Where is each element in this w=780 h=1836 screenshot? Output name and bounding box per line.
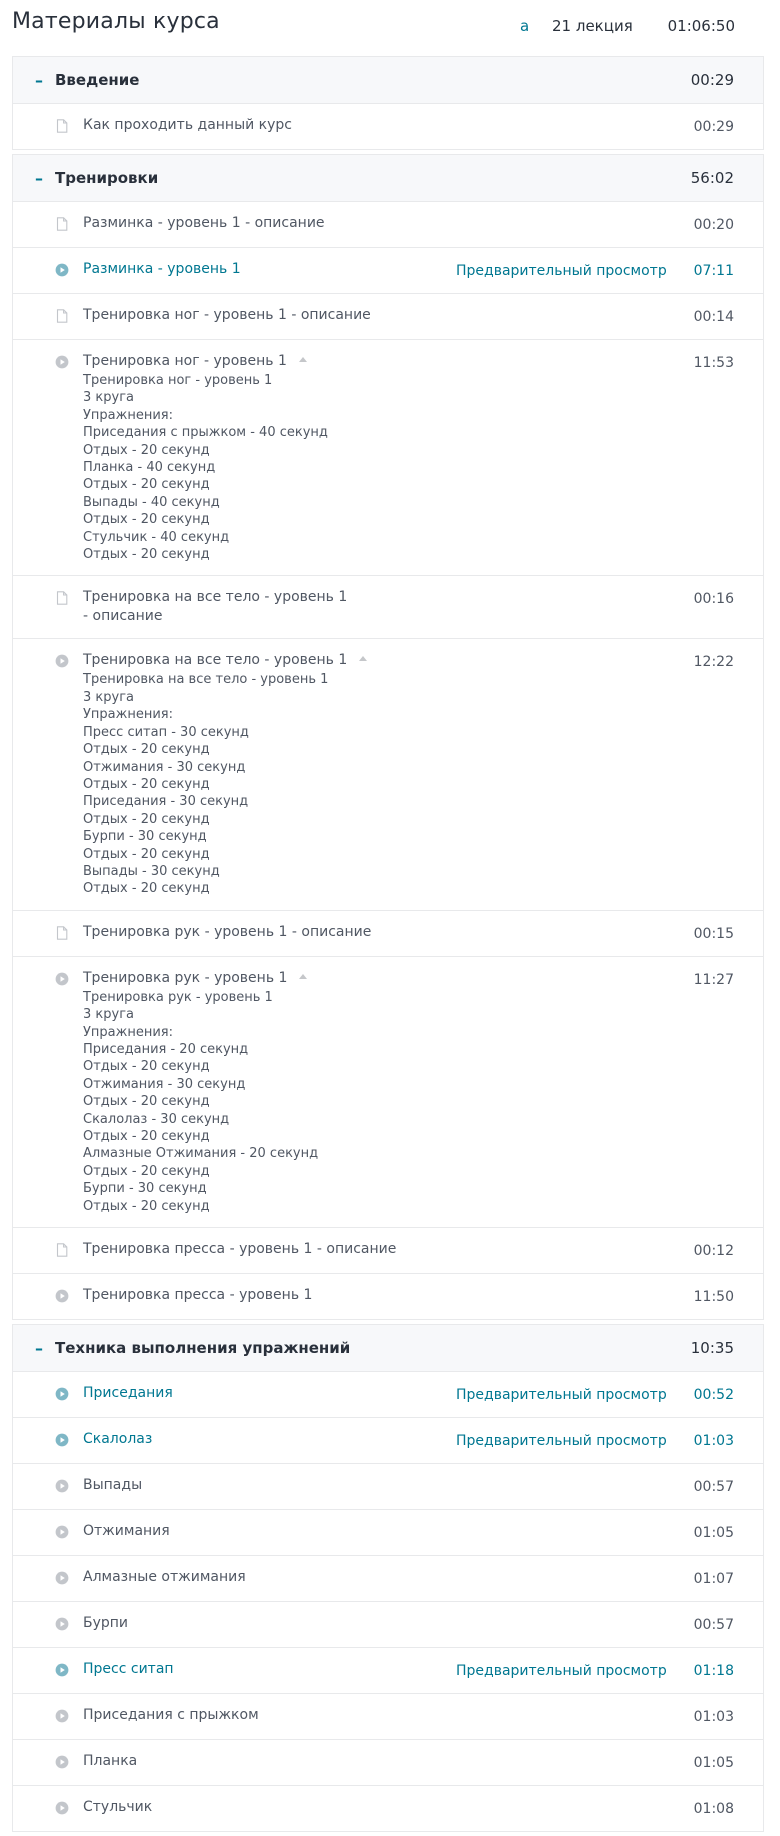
- play-icon: [55, 654, 69, 668]
- play-icon: [55, 1479, 69, 1493]
- lecture-duration: 01:03: [693, 1433, 734, 1450]
- lecture-item[interactable]: [13, 340, 763, 576]
- section-duration: 56:02: [690, 169, 734, 187]
- description-line: Отдых - 20 секунд: [83, 1059, 210, 1075]
- lecture-duration: 00:16: [693, 591, 734, 608]
- lecture-duration: 00:57: [693, 1617, 734, 1634]
- description-line: Отдых - 20 секунд: [83, 776, 210, 792]
- lecture-item[interactable]: [13, 1694, 763, 1740]
- course-section: [12, 56, 764, 150]
- play-icon: [55, 1433, 69, 1447]
- description-line: Упражнения:: [83, 1024, 173, 1040]
- section-title: Техника выполнения упражнений: [55, 1339, 351, 1358]
- lecture-duration: 11:50: [693, 1289, 734, 1306]
- description-line: Отдых - 20 секунд: [83, 477, 210, 493]
- description-line: Бурпи - 30 секунд: [83, 1181, 207, 1197]
- course-sections: [12, 56, 764, 1836]
- lecture-item[interactable]: [13, 911, 763, 957]
- lecture-item[interactable]: [13, 1510, 763, 1556]
- description-line: Выпады - 40 секунд: [83, 494, 220, 510]
- description-line: Выпады - 30 секунд: [83, 863, 220, 879]
- lecture-body: [83, 1522, 688, 1541]
- lecture-duration: 07:11: [693, 263, 734, 279]
- lecture-duration: 01:05: [693, 1755, 734, 1772]
- collapse-toggle-icon[interactable]: –: [35, 1338, 43, 1358]
- description-line: Отдых - 20 секунд: [83, 547, 210, 563]
- lecture-body: [83, 923, 688, 942]
- description-line: Отдых - 20 секунд: [83, 442, 210, 458]
- section-title: Тренировки: [55, 169, 159, 187]
- lecture-title: Тренировка пресса - уровень 1 - описание: [83, 1241, 397, 1258]
- lecture-body: [83, 1568, 688, 1587]
- lecture-item[interactable]: [13, 1648, 763, 1694]
- section-header[interactable]: [13, 155, 763, 202]
- lecture-title: Тренировка рук - уровень 1 - описание: [83, 923, 372, 940]
- lecture-title: Тренировка ног - уровень 1 - описание: [83, 307, 371, 323]
- lecture-title[interactable]: Пресс ситап: [83, 1661, 174, 1678]
- course-section: [12, 154, 764, 1320]
- lecture-body: [83, 1240, 688, 1259]
- description-line: Приседания - 20 секунд: [83, 1041, 249, 1057]
- lecture-body: [83, 651, 688, 897]
- page-title: Материалы курса: [12, 9, 220, 34]
- description-line: Алмазные Отжимания - 20 секунд: [83, 1146, 319, 1162]
- preview-link[interactable]: Предварительный просмотр: [456, 1663, 667, 1680]
- description-line: Приседания с прыжком - 40 секунд: [83, 425, 328, 441]
- collapse-description-icon[interactable]: [299, 357, 307, 362]
- lecture-body: [83, 1660, 456, 1679]
- lecture-item[interactable]: [13, 1740, 763, 1786]
- lecture-duration: 01:05: [693, 1525, 734, 1542]
- preview-link[interactable]: Предварительный просмотр: [456, 1433, 667, 1450]
- document-icon: [55, 591, 69, 605]
- play-icon: [55, 1755, 69, 1769]
- lecture-count: 21 лекция: [552, 17, 633, 35]
- description-line: Отжимания - 30 секунд: [83, 1076, 246, 1092]
- document-icon: [55, 1243, 69, 1257]
- play-icon: [55, 1525, 69, 1539]
- lecture-item[interactable]: [13, 576, 763, 639]
- lecture-duration: 12:22: [693, 654, 734, 671]
- lecture-duration: 00:57: [693, 1479, 734, 1496]
- lecture-duration: 00:29: [693, 119, 734, 135]
- description-line: Отжимания - 30 секунд: [83, 759, 246, 775]
- lecture-body: [83, 260, 456, 279]
- course-section: [12, 1324, 764, 1832]
- description-line: Отдых - 20 секунд: [83, 881, 210, 897]
- description-line: Скалолаз - 30 секунд: [83, 1111, 230, 1127]
- lecture-item[interactable]: [13, 294, 763, 340]
- lecture-title: Тренировка на все тело - уровень 1: [83, 651, 688, 670]
- lecture-body: [83, 1752, 688, 1771]
- lecture-item[interactable]: [13, 1786, 763, 1831]
- description-line: Пресс ситап - 30 секунд: [83, 724, 249, 740]
- course-content-header: [0, 0, 780, 56]
- description-line: Отдых - 20 секунд: [83, 512, 210, 528]
- document-icon: [55, 119, 69, 133]
- section-header[interactable]: [13, 1325, 763, 1372]
- lecture-title: Алмазные отжимания: [83, 1569, 246, 1586]
- description-line: Отдых - 20 секунд: [83, 1198, 210, 1214]
- lecture-item[interactable]: [13, 104, 763, 149]
- play-icon: [55, 1801, 69, 1815]
- total-duration: 01:06:50: [667, 17, 735, 35]
- lecture-title: Тренировка рук - уровень 1: [83, 969, 688, 988]
- lecture-description: [83, 989, 688, 1215]
- lecture-duration: 01:18: [693, 1663, 734, 1680]
- lecture-body: [83, 214, 688, 233]
- lecture-title: Тренировка на все тело - уровень 1 - описание: [83, 589, 348, 625]
- lecture-item[interactable]: [13, 1418, 763, 1464]
- lecture-title: Отжимания: [83, 1523, 170, 1540]
- description-line: Тренировка ног - уровень 1: [83, 373, 273, 388]
- description-line: Отдых - 20 секунд: [83, 1163, 210, 1179]
- lecture-body: [83, 1384, 456, 1403]
- lecture-item[interactable]: [13, 1602, 763, 1648]
- lecture-description: [83, 372, 688, 563]
- collapse-description-icon[interactable]: [359, 656, 367, 661]
- lecture-title: Выпады: [83, 1477, 143, 1494]
- lecture-duration: 00:20: [693, 217, 734, 233]
- play-icon: [55, 263, 69, 277]
- lecture-duration: 01:03: [693, 1709, 734, 1726]
- preview-link[interactable]: Предварительный просмотр: [456, 263, 667, 279]
- lecture-title: Планка: [83, 1753, 138, 1770]
- lecture-title[interactable]: Приседания: [83, 1385, 173, 1402]
- document-icon: [55, 309, 69, 323]
- lecture-item[interactable]: [13, 957, 763, 1228]
- play-icon: [55, 1571, 69, 1585]
- lecture-description: [83, 671, 688, 897]
- collapse-toggle-icon[interactable]: –: [35, 70, 43, 90]
- lecture-title[interactable]: Разминка - уровень 1: [83, 261, 241, 277]
- lecture-item[interactable]: [13, 639, 763, 910]
- description-line: Упражнения:: [83, 407, 173, 423]
- lecture-body: [83, 1706, 688, 1725]
- description-line: 3 круга: [83, 1007, 134, 1023]
- play-icon: [55, 1387, 69, 1401]
- lecture-body: [83, 1430, 456, 1449]
- lecture-item[interactable]: [13, 1464, 763, 1510]
- section-duration: 10:35: [690, 1339, 734, 1358]
- lecture-body: [83, 1476, 688, 1495]
- lecture-body: [83, 1614, 688, 1633]
- lecture-duration: 00:14: [693, 309, 734, 325]
- description-line: 3 круга: [83, 689, 134, 705]
- lecture-body: [83, 1798, 688, 1817]
- play-icon: [55, 1709, 69, 1723]
- description-line: Тренировка рук - уровень 1: [83, 989, 273, 1005]
- lecture-body: [83, 116, 688, 135]
- lecture-item[interactable]: [13, 202, 763, 248]
- lecture-body: [83, 306, 688, 325]
- play-icon: [55, 1663, 69, 1677]
- lecture-item[interactable]: [13, 1372, 763, 1418]
- lecture-title: Стульчик: [83, 1799, 153, 1816]
- collapse-description-icon[interactable]: [299, 974, 307, 979]
- section-title: Введение: [55, 71, 140, 89]
- description-line: Отдых - 20 секунд: [83, 1129, 210, 1144]
- lecture-title: Как проходить данный курс: [83, 117, 293, 133]
- lecture-duration: 01:08: [693, 1801, 734, 1818]
- description-line: Отдых - 20 секунд: [83, 742, 210, 758]
- lecture-duration: 01:07: [693, 1571, 734, 1588]
- document-icon: [55, 926, 69, 940]
- lecture-body: [83, 1286, 688, 1305]
- description-line: Тренировка на все тело - уровень 1: [83, 672, 329, 688]
- lecture-item[interactable]: [13, 248, 763, 294]
- document-icon: [55, 217, 69, 231]
- preview-link[interactable]: Предварительный просмотр: [456, 1387, 667, 1404]
- section-duration: 00:29: [690, 71, 734, 89]
- play-icon: [55, 1289, 69, 1303]
- lecture-duration: 11:53: [693, 355, 734, 371]
- section-header[interactable]: [13, 57, 763, 104]
- description-line: Бурпи - 30 секунд: [83, 829, 207, 845]
- lecture-item[interactable]: [13, 1556, 763, 1602]
- description-line: Отдых - 20 секунд: [83, 811, 210, 827]
- lecture-duration: 00:15: [693, 925, 734, 942]
- description-line: Приседания - 30 секунд: [83, 794, 249, 810]
- lecture-title: Тренировка ног - уровень 1: [83, 352, 688, 371]
- lecture-title: Разминка - уровень 1 - описание: [83, 215, 325, 231]
- play-icon: [55, 355, 69, 369]
- lecture-body: [83, 969, 688, 1215]
- description-line: Стульчик - 40 секунд: [83, 529, 230, 545]
- lecture-body: [83, 352, 688, 563]
- description-line: Отдых - 20 секунд: [83, 1094, 210, 1110]
- play-icon: [55, 1617, 69, 1631]
- description-line: Отдых - 20 секунд: [83, 846, 210, 862]
- lecture-duration: 11:27: [693, 971, 734, 988]
- description-line: Упражнения:: [83, 707, 173, 723]
- lecture-title: Бурпи: [83, 1615, 129, 1632]
- play-icon: [55, 972, 69, 986]
- description-line: 3 круга: [83, 390, 134, 406]
- description-line: Планка - 40 секунд: [83, 460, 216, 476]
- lecture-duration: 00:12: [693, 1243, 734, 1260]
- expand-all-link[interactable]: а: [520, 17, 530, 35]
- lecture-duration: 00:52: [693, 1387, 734, 1404]
- lecture-title[interactable]: Скалолаз: [83, 1431, 153, 1448]
- lecture-item[interactable]: [13, 1228, 763, 1274]
- lecture-title: Тренировка пресса - уровень 1: [83, 1287, 313, 1304]
- collapse-toggle-icon[interactable]: –: [35, 168, 43, 188]
- lecture-body: [83, 588, 688, 626]
- lecture-title: Приседания с прыжком: [83, 1707, 259, 1724]
- lecture-item[interactable]: [13, 1274, 763, 1319]
